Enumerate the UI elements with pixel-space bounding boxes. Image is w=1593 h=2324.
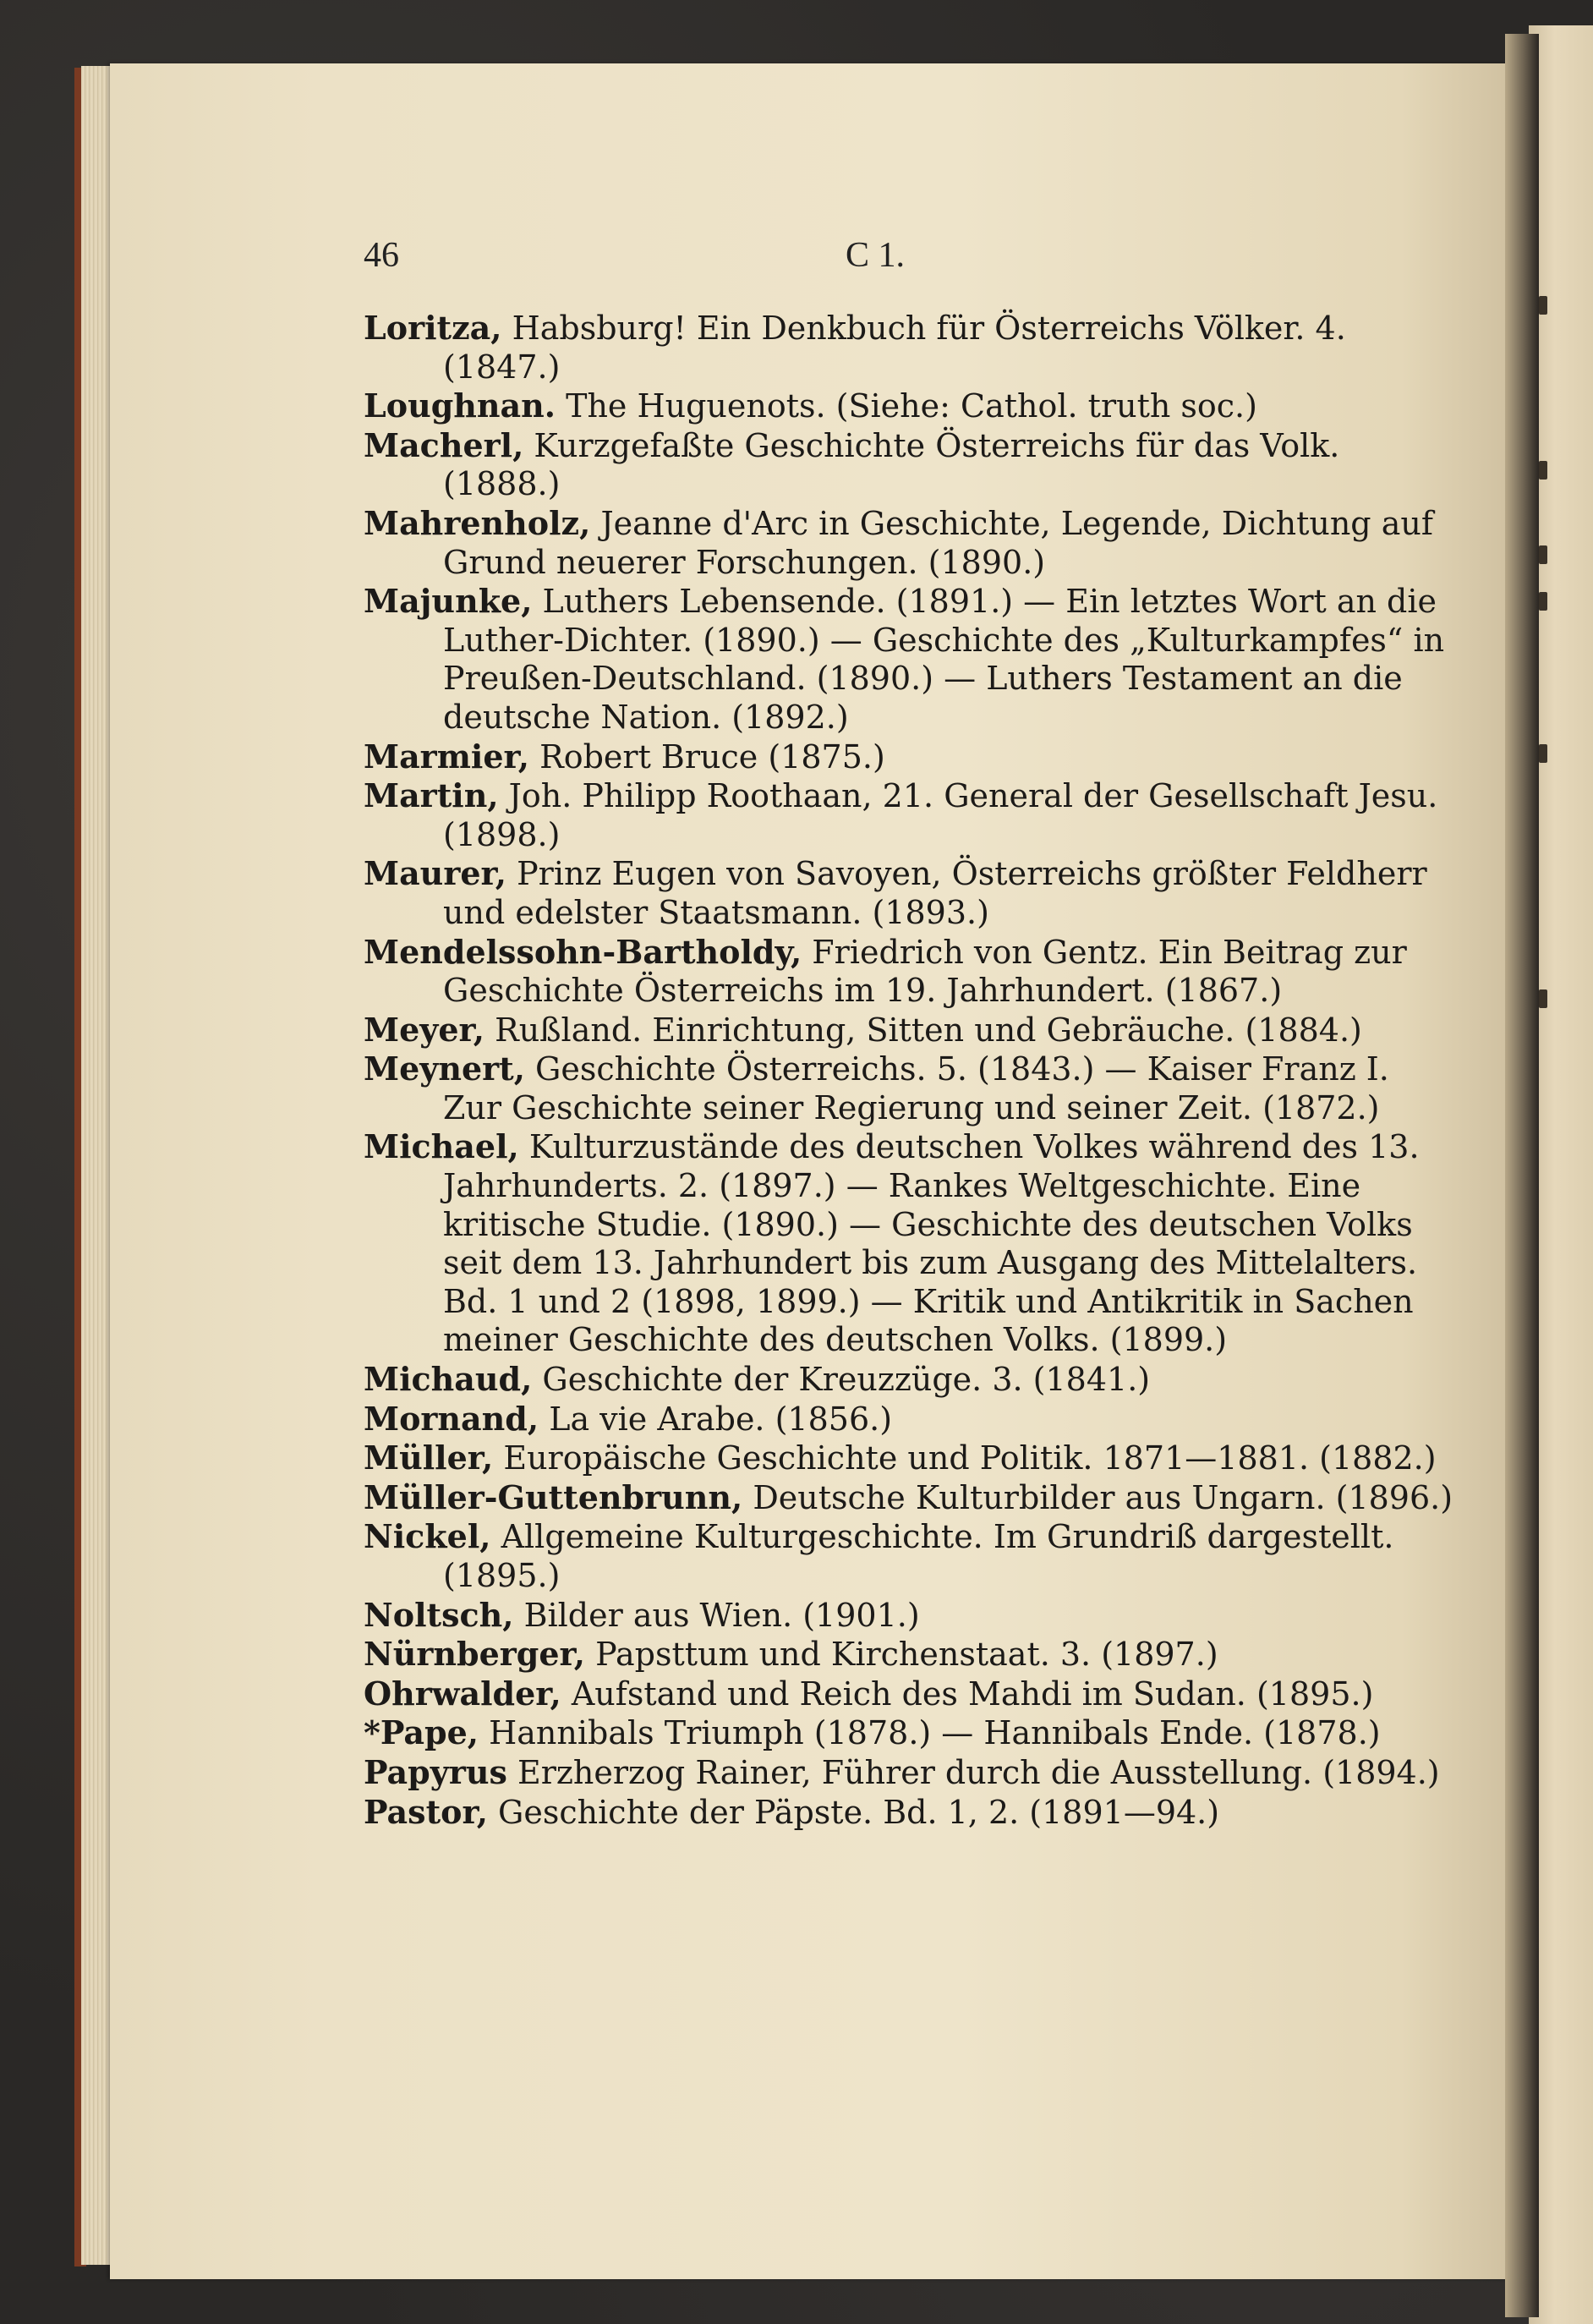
entry-text: Prinz Eugen von Savoyen, Österreichs größter Feldherr und edelster Staatsmann. (1893.) [443,855,1427,931]
entry [364,933,1454,1011]
entry-author: Nürnberger, [364,1635,586,1674]
entry [364,1360,1454,1400]
entry-author: Meynert, [364,1050,525,1088]
entry [364,1011,1454,1050]
page-number: 46 [364,236,399,275]
entry-text: Aufstand und Reich des Mahdi im Sudan. (1895.) [571,1674,1374,1713]
entry [364,504,1454,582]
entry-author: Mornand, [364,1399,539,1438]
entry [364,776,1454,854]
entry-text: Geschichte der Päpste. Bd. 1, 2. (1891—94.) [498,1793,1220,1831]
section-signature: C 1. [846,236,906,275]
entry-author: Papyrus [364,1752,507,1791]
entry-text: Bilder aus Wien. (1901.) [523,1596,920,1634]
entry-text: Luthers Lebensende. (1891.) — Ein letztes Wort an die Luther-Dichter. (1890.) — Geschichte des „Kulturkampfes“ in Preußen-Deutschland. (1890.) — Luthers Testament an die deutsche Nation. (1892.) [443,583,1445,736]
entry-author: Martin, [364,776,499,815]
entry-author: Loritza, [364,309,502,347]
entry-text: Allgemeine Kulturgeschichte. Im Grundriß dargestellt. (1895.) [443,1518,1394,1594]
entry-author: Noltsch, [364,1595,514,1634]
entry-text: Jeanne d'Arc in Geschichte, Legende, Dichtung auf Grund neuerer Forschungen. (1890.) [443,504,1433,581]
entry-author: Meyer, [364,1010,484,1049]
entry-author: Müller, [364,1439,494,1477]
entry-author: *Pape, [364,1713,479,1752]
entry-text: Kulturzustände des deutschen Volkes während des 13. Jahrhunderts. 2. (1897.) — Rankes Weltgeschichte. Eine kritische Studie. (1890.) — Geschichte des deutschen Volks seit dem 13. Jahrhundert bis zum Ausgang des Mittelalters. Bd. 1 und 2 (1898, 1899.) — Kritik und Antikritik in Sachen meiner Geschichte des deutschen Volks. (1899.) [443,1128,1420,1359]
entry-author: Michael, [364,1127,519,1166]
page-header [364,235,1454,286]
entry [364,1127,1454,1360]
entry-author: Nickel, [364,1517,491,1556]
entry-author: Ohrwalder, [364,1674,561,1713]
entry [364,1439,1454,1478]
entry-author: Loughnan. [364,386,556,425]
entry [364,1753,1454,1793]
entry [364,309,1454,386]
entry [364,1400,1454,1439]
entry [364,1478,1454,1518]
entry-text: La vie Arabe. (1856.) [549,1400,893,1438]
entry-text: Joh. Philipp Roothaan, 21. General der Gesellschaft Jesu. (1898.) [443,777,1438,853]
entry [364,1050,1454,1127]
entry-text: Geschichte Österreichs. 5. (1843.) — Kaiser Franz I. Zur Geschichte seiner Regierung und seiner Zeit. (1872.) [443,1050,1389,1126]
entry-author: Müller-Guttenbrunn, [364,1477,743,1516]
entry [364,386,1454,426]
entry-author: Maurer, [364,854,506,893]
entry [364,1596,1454,1636]
entry-author: Mendelssohn-Bartholdy, [364,932,802,971]
entry-author: Michaud, [364,1360,533,1399]
entry [364,854,1454,932]
entry-text: The Huguenots. (Siehe: Cathol. truth soc.) [566,387,1257,425]
entry-author: Mahrenholz, [364,503,591,542]
entry-text: Rußland. Einrichtung, Sitten und Gebräuche. (1884.) [495,1011,1362,1049]
entry-text: Europäische Geschichte und Politik. 1871—1881. (1882.) [503,1439,1437,1477]
entry-author: Macherl, [364,425,524,464]
book-gutter [1505,34,1539,2317]
bibliography-list [364,309,1454,1832]
entry-text: Erzherzog Rainer, Führer durch die Ausstellung. (1894.) [517,1753,1440,1791]
entry-text: Papsttum und Kirchenstaat. 3. (1897.) [595,1636,1218,1674]
entry-text: Kurzgefaßte Geschichte Österreichs für das Volk. (1888.) [443,426,1340,503]
entry-text: Robert Bruce (1875.) [539,737,885,776]
entry-text: Deutsche Kulturbilder aus Ungarn. (1896.) [753,1478,1453,1516]
entry-author: Marmier, [364,737,530,776]
entry [364,1517,1454,1595]
entry-author: Majunke, [364,582,533,621]
entry [364,1674,1454,1714]
entry-text: Habsburg! Ein Denkbuch für Österreichs Völker. 4. (1847.) [443,310,1346,386]
entry [364,582,1454,737]
entry [364,426,1454,504]
entry [364,1635,1454,1674]
entry-author: Pastor, [364,1792,488,1831]
entry-text: Hannibals Triumph (1878.) — Hannibals Ende. (1878.) [489,1714,1381,1752]
entry-text: Geschichte der Kreuzzüge. 3. (1841.) [542,1361,1151,1399]
entry [364,737,1454,777]
entry [364,1793,1454,1833]
entry-text: Friedrich von Gentz. Ein Beitrag zur Geschichte Österreichs im 19. Jahrhundert. (1867.) [443,933,1407,1010]
entry [364,1713,1454,1753]
